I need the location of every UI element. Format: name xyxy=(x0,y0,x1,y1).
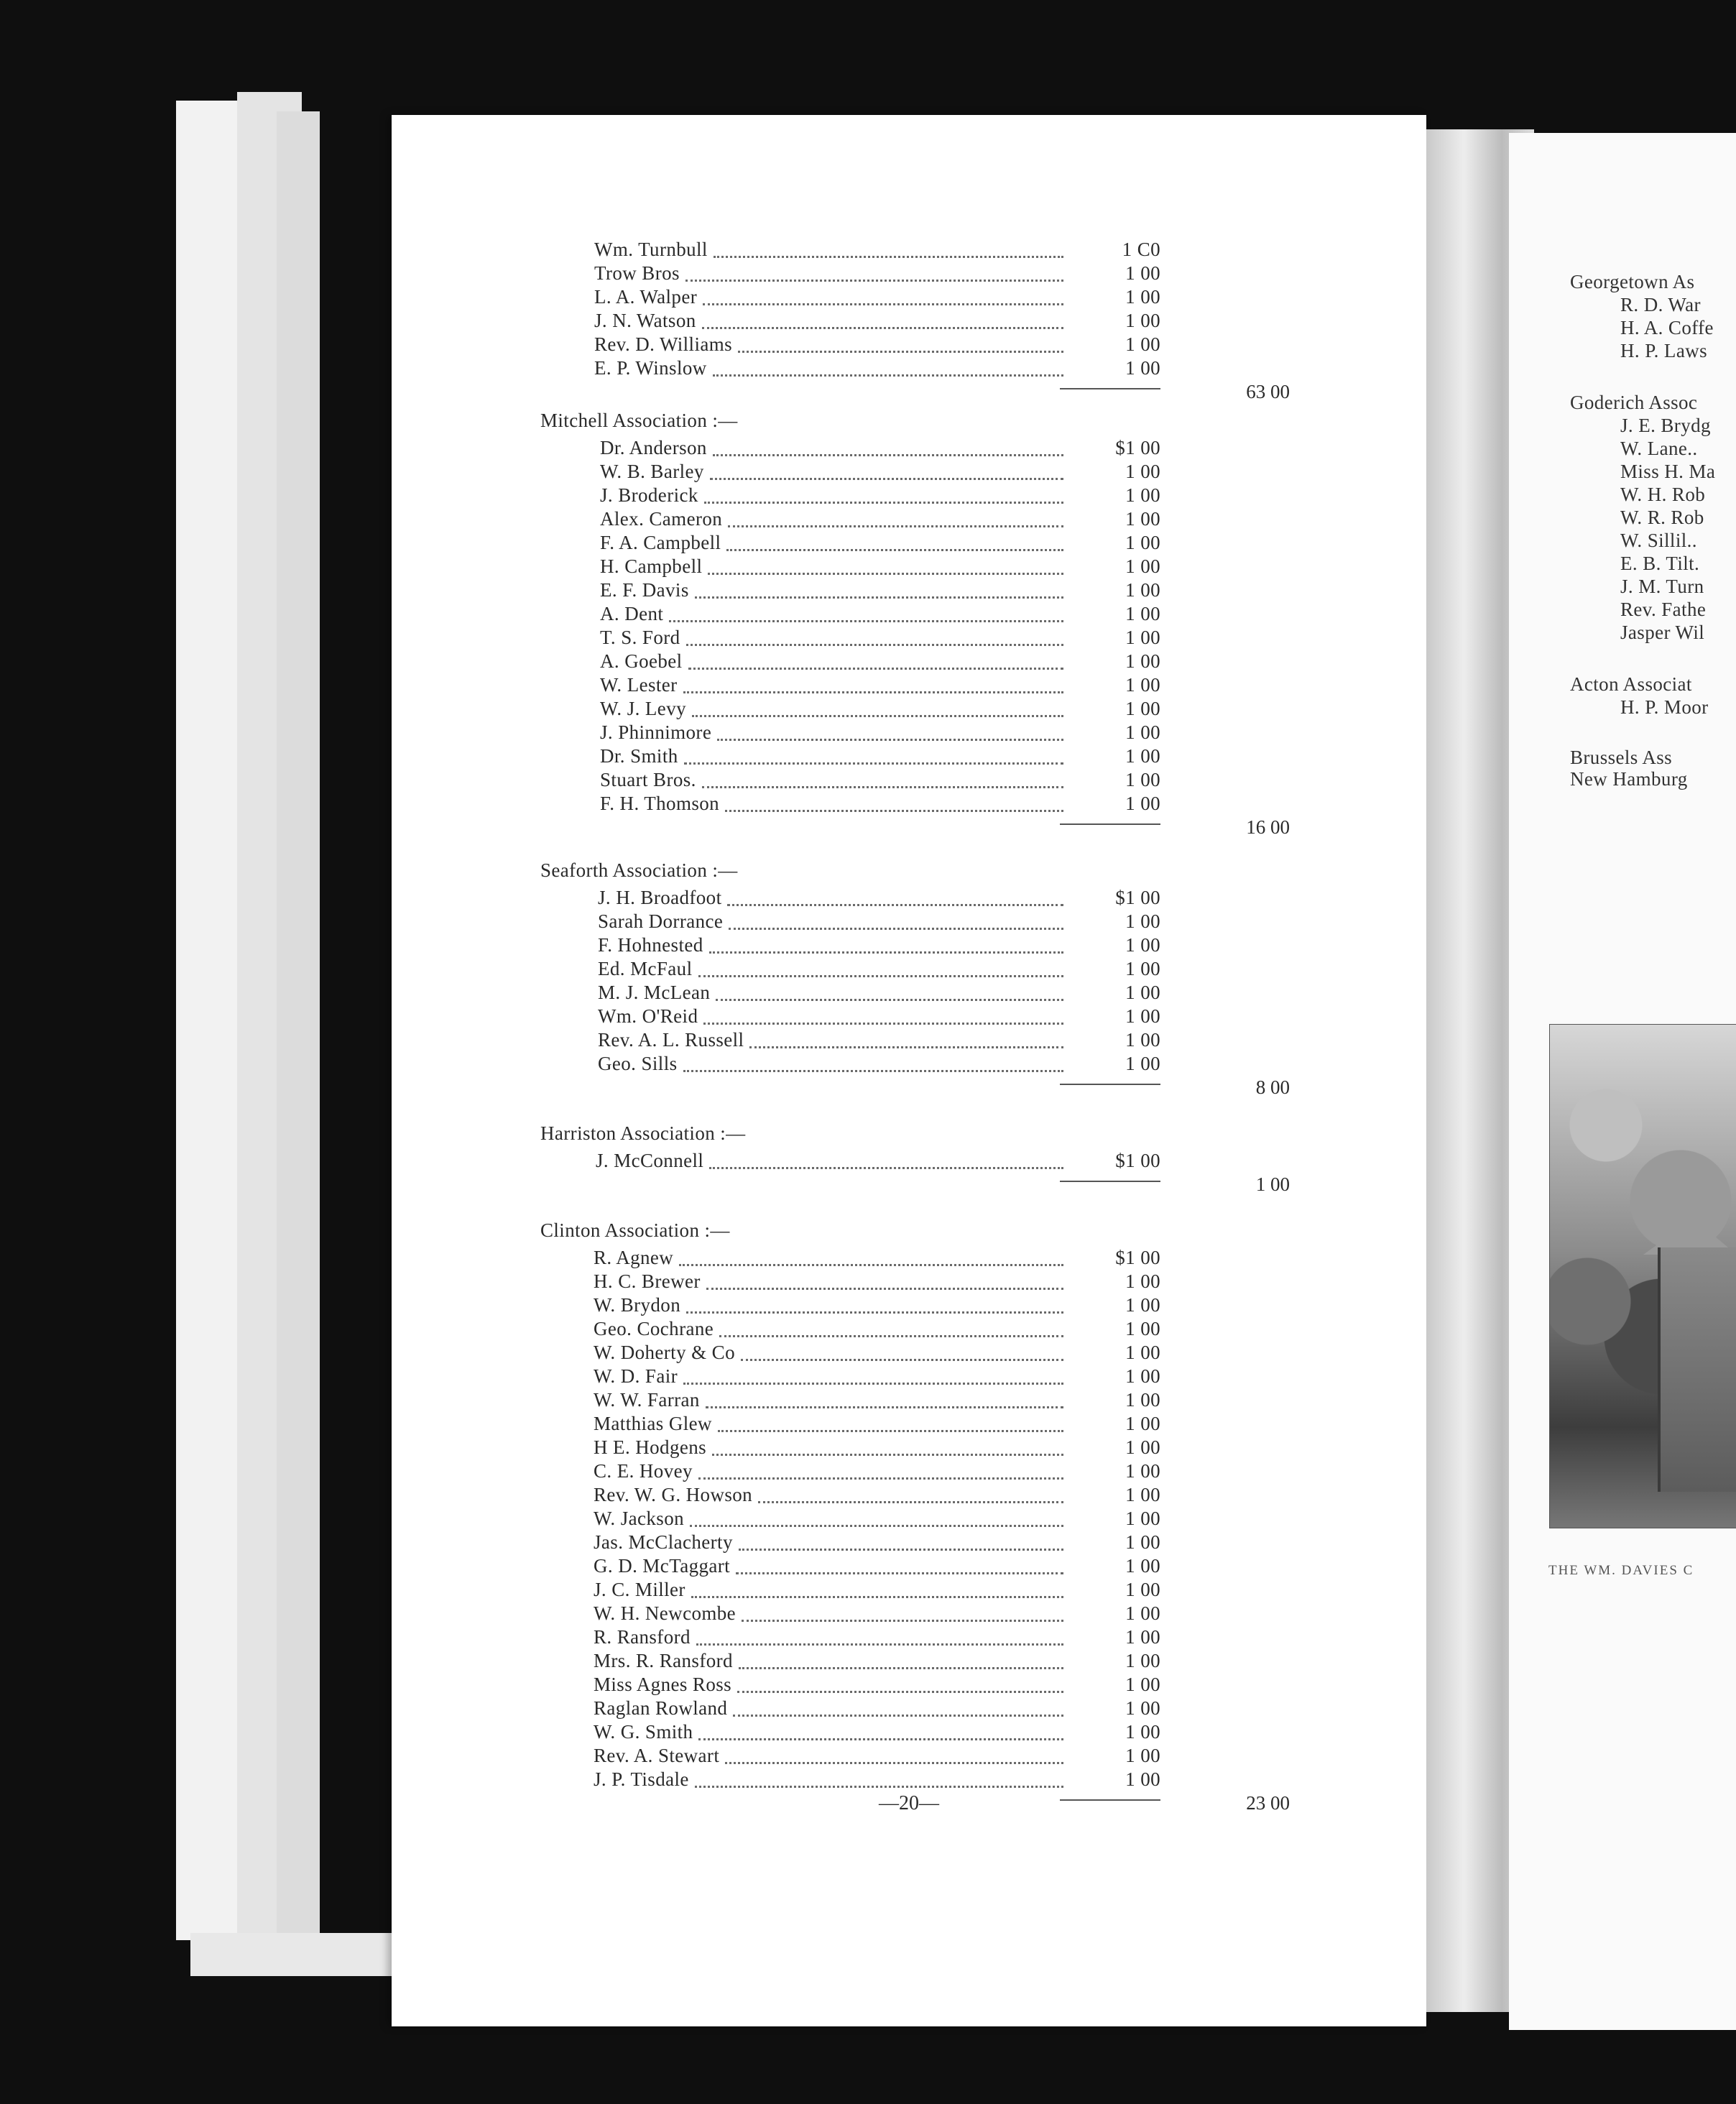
donor-name: W. J. Levy xyxy=(600,698,686,719)
dot-leader xyxy=(679,1264,1063,1266)
dot-leader xyxy=(669,620,1063,622)
association-total: 16 00 xyxy=(1246,816,1290,838)
donor-name: Matthias Glew xyxy=(594,1413,712,1434)
list-item xyxy=(392,1601,1426,1625)
association-heading: Mitchell Association :— xyxy=(540,410,738,431)
list-item xyxy=(392,1648,1426,1673)
donor-name: G. D. McTaggart xyxy=(594,1555,731,1577)
donation-amount: 1 00 xyxy=(1125,286,1160,308)
dot-leader xyxy=(718,1430,1063,1432)
donor-name: Ed. McFaul xyxy=(598,958,693,979)
dot-leader xyxy=(696,1643,1063,1646)
list-item xyxy=(392,459,1426,484)
dot-leader xyxy=(714,256,1063,258)
donor-name: J. E. Brydg xyxy=(1620,415,1711,436)
list-item xyxy=(392,1767,1426,1791)
list-item xyxy=(392,1720,1426,1744)
photo-house xyxy=(1658,1247,1736,1492)
section-heading xyxy=(392,858,1426,882)
dot-leader xyxy=(758,1501,1063,1503)
list-item xyxy=(392,285,1426,309)
donor-name: J. P. Tisdale xyxy=(594,1768,689,1790)
donation-amount: 1 00 xyxy=(1125,958,1160,979)
dot-leader xyxy=(726,549,1063,551)
donation-amount: 1 00 xyxy=(1125,769,1160,790)
donation-amount: 1 00 xyxy=(1125,1318,1160,1339)
donor-name: H E. Hodgens xyxy=(594,1436,707,1458)
list-item xyxy=(392,625,1426,650)
donation-amount: 1 00 xyxy=(1125,674,1160,696)
association-total: 1 00 xyxy=(1255,1173,1290,1195)
dot-leader xyxy=(739,1667,1063,1669)
dot-leader xyxy=(737,1691,1063,1693)
donor-name: W. R. Rob xyxy=(1620,507,1704,528)
donation-amount: 1 00 xyxy=(1125,1365,1160,1387)
list-item xyxy=(392,507,1426,531)
donation-amount: 1 00 xyxy=(1125,579,1160,601)
donation-amount: 1 00 xyxy=(1125,1460,1160,1482)
subtotal-rule xyxy=(1060,388,1160,389)
donation-amount: 1 C0 xyxy=(1122,239,1160,260)
donor-name: H. A. Coffe xyxy=(1620,317,1714,338)
donor-name: Wm. O'Reid xyxy=(598,1005,698,1027)
list-item xyxy=(392,767,1426,792)
dot-leader xyxy=(725,1762,1063,1764)
dot-leader xyxy=(683,1383,1063,1385)
donation-amount: 1 00 xyxy=(1125,1674,1160,1695)
dot-leader xyxy=(702,327,1063,329)
dot-leader xyxy=(717,739,1063,741)
donor-name: W. Jackson xyxy=(594,1508,684,1529)
dot-leader xyxy=(725,810,1063,812)
dot-leader xyxy=(690,1525,1063,1527)
donor-name: W. H. Rob xyxy=(1620,484,1706,505)
donation-amount: 1 00 xyxy=(1125,1342,1160,1363)
donor-name: Raglan Rowland xyxy=(594,1697,728,1719)
list-item xyxy=(392,673,1426,697)
donation-amount: 1 00 xyxy=(1125,532,1160,553)
list-item xyxy=(392,1051,1426,1076)
association-heading: Harriston Association :— xyxy=(540,1122,746,1144)
list-item xyxy=(392,332,1426,356)
donation-amount: 1 00 xyxy=(1125,555,1160,577)
donor-name: R. D. War xyxy=(1620,294,1701,315)
donor-name: Miss H. Ma xyxy=(1620,461,1716,482)
subtotal-rule xyxy=(1060,1181,1160,1182)
donor-name: Sarah Dorrance xyxy=(598,910,724,932)
dot-leader xyxy=(703,303,1063,305)
dot-leader xyxy=(741,1359,1063,1361)
dot-leader xyxy=(683,691,1063,693)
donation-amount: 1 00 xyxy=(1125,934,1160,956)
dot-leader xyxy=(736,1572,1063,1574)
donation-amount: 1 00 xyxy=(1125,698,1160,719)
donation-amount: $1 00 xyxy=(1115,887,1160,908)
donation-amount: 1 00 xyxy=(1125,1053,1160,1074)
donor-name: W. B. Barley xyxy=(600,461,704,482)
list-item xyxy=(392,1269,1426,1293)
donor-name: Trow Bros xyxy=(594,262,680,284)
dot-leader xyxy=(713,374,1063,377)
donor-name: Rev. W. G. Howson xyxy=(594,1484,753,1505)
dot-leader xyxy=(691,1596,1063,1598)
dot-leader xyxy=(703,1023,1063,1025)
donor-name: Jasper Wil xyxy=(1620,622,1705,643)
donor-name: R. Agnew xyxy=(594,1247,674,1268)
list-item xyxy=(392,933,1426,957)
association-heading: New Hamburg xyxy=(1570,768,1688,790)
donor-name: A. Dent xyxy=(600,603,664,624)
association-heading: Seaforth Association :— xyxy=(540,859,738,881)
list-item xyxy=(392,1577,1426,1602)
donor-name: J. C. Miller xyxy=(594,1579,685,1600)
list-item xyxy=(392,237,1426,262)
donation-amount: 1 00 xyxy=(1125,603,1160,624)
donation-amount: 1 00 xyxy=(1125,1294,1160,1316)
donation-amount: 1 00 xyxy=(1125,1650,1160,1671)
dot-leader xyxy=(712,1454,1063,1456)
list-item xyxy=(392,578,1426,602)
dot-leader xyxy=(685,280,1063,282)
donor-name: H. P. Laws xyxy=(1620,340,1708,361)
donor-name: H. C. Brewer xyxy=(594,1270,701,1292)
donation-amount: 1 00 xyxy=(1125,793,1160,814)
list-item xyxy=(392,1435,1426,1459)
donation-amount: 1 00 xyxy=(1125,357,1160,379)
donor-name: W. Lester xyxy=(600,674,678,696)
dot-leader xyxy=(686,1311,1063,1314)
donation-amount: 1 00 xyxy=(1125,1626,1160,1648)
section-heading xyxy=(392,1121,1426,1145)
dot-leader xyxy=(733,1715,1063,1717)
list-item xyxy=(392,1625,1426,1649)
subtotal-rule xyxy=(1060,1084,1160,1085)
donor-name: Jas. McClacherty xyxy=(594,1531,733,1553)
right-page xyxy=(1509,133,1736,2030)
donor-name: Rev. A. L. Russell xyxy=(598,1029,744,1051)
donation-amount: 1 00 xyxy=(1125,650,1160,672)
list-item xyxy=(392,744,1426,768)
list-item xyxy=(392,483,1426,507)
donor-name: L. A. Walper xyxy=(594,286,698,308)
donor-name: Geo. Cochrane xyxy=(594,1318,714,1339)
donor-name: Dr. Smith xyxy=(600,745,678,767)
list-item xyxy=(392,649,1426,673)
association-heading: Goderich Assoc xyxy=(1570,392,1698,413)
donation-amount: 1 00 xyxy=(1125,333,1160,355)
list-item xyxy=(392,1696,1426,1720)
donation-amount: $1 00 xyxy=(1115,437,1160,458)
dot-leader xyxy=(709,1167,1063,1169)
donor-name: J. N. Watson xyxy=(594,310,696,331)
list-item xyxy=(392,1364,1426,1388)
donor-name: E. B. Tilt. xyxy=(1620,553,1700,574)
association-heading: Brussels Ass xyxy=(1570,747,1673,768)
donor-name: Dr. Anderson xyxy=(600,437,707,458)
donor-name: Miss Agnes Ross xyxy=(594,1674,732,1695)
dot-leader xyxy=(727,904,1063,906)
dot-leader xyxy=(683,1070,1063,1072)
list-item xyxy=(392,696,1426,721)
dot-leader xyxy=(716,999,1063,1001)
dot-leader xyxy=(719,1335,1063,1337)
donor-name: J. Phinnimore xyxy=(600,721,712,743)
dot-leader xyxy=(706,1288,1063,1290)
dot-leader xyxy=(704,502,1063,504)
donation-amount: 1 00 xyxy=(1125,1697,1160,1719)
dot-leader xyxy=(728,525,1063,527)
donation-amount: 1 00 xyxy=(1125,310,1160,331)
donor-name: W. Lane.. xyxy=(1620,438,1698,459)
donor-name: H. Campbell xyxy=(600,555,703,577)
list-item xyxy=(392,356,1426,380)
donation-amount: 1 00 xyxy=(1125,1508,1160,1529)
dot-leader xyxy=(695,1786,1063,1788)
donor-name: J. McConnell xyxy=(596,1150,704,1171)
photo-caption: THE WM. DAVIES C xyxy=(1548,1563,1694,1578)
page-number: —20— xyxy=(879,1792,939,1814)
list-item xyxy=(392,956,1426,981)
donation-amount: 1 00 xyxy=(1125,1389,1160,1411)
donation-amount: 1 00 xyxy=(1125,1484,1160,1505)
list-item xyxy=(392,601,1426,626)
list-item xyxy=(392,554,1426,578)
dot-leader xyxy=(709,951,1063,954)
association-heading: Clinton Association :— xyxy=(540,1219,730,1241)
donation-amount: 1 00 xyxy=(1125,1602,1160,1624)
donation-amount: 1 00 xyxy=(1125,484,1160,506)
donor-name: E. P. Winslow xyxy=(594,357,707,379)
donation-amount: 1 00 xyxy=(1125,982,1160,1003)
donor-name: J. M. Turn xyxy=(1620,576,1704,597)
donor-name: Rev. A. Stewart xyxy=(594,1745,720,1766)
donor-name: F. Hohnested xyxy=(598,934,703,956)
dot-leader xyxy=(702,786,1063,788)
donor-name: W. Brydon xyxy=(594,1294,681,1316)
donor-name: H. P. Moor xyxy=(1620,696,1709,718)
list-item xyxy=(392,1245,1426,1270)
list-item xyxy=(392,980,1426,1005)
donation-amount: 1 00 xyxy=(1125,1270,1160,1292)
donation-amount: 1 00 xyxy=(1125,1005,1160,1027)
list-item xyxy=(392,1388,1426,1412)
list-item xyxy=(392,308,1426,333)
dot-leader xyxy=(713,454,1063,456)
donation-amount: 1 00 xyxy=(1125,1531,1160,1553)
list-item xyxy=(392,909,1426,933)
list-item xyxy=(392,261,1426,285)
donor-name: F. A. Campbell xyxy=(600,532,721,553)
donor-name: Rev. Fathe xyxy=(1620,599,1707,620)
donation-amount: 1 00 xyxy=(1125,1579,1160,1600)
subtotal-rule xyxy=(1060,823,1160,825)
dot-leader xyxy=(742,1620,1063,1622)
donation-amount: 1 00 xyxy=(1125,1029,1160,1051)
donation-amount: 1 00 xyxy=(1125,627,1160,648)
donor-name: J. H. Broadfoot xyxy=(598,887,722,908)
dot-leader xyxy=(729,928,1063,930)
list-item xyxy=(392,1004,1426,1028)
list-item xyxy=(392,1411,1426,1436)
list-item xyxy=(392,435,1426,460)
dot-leader xyxy=(695,596,1063,599)
list-item xyxy=(392,791,1426,816)
dot-leader xyxy=(739,1549,1063,1551)
building-photograph xyxy=(1549,1024,1736,1528)
donor-name: Rev. D. Williams xyxy=(594,333,733,355)
dot-leader xyxy=(738,351,1063,353)
list-item xyxy=(392,1148,1426,1173)
donation-amount: 1 00 xyxy=(1125,1413,1160,1434)
section-heading xyxy=(392,1218,1426,1242)
list-item xyxy=(392,1316,1426,1341)
association-total: 8 00 xyxy=(1255,1076,1290,1098)
donation-amount: 1 00 xyxy=(1125,461,1160,482)
donation-amount: 1 00 xyxy=(1125,508,1160,530)
donor-name: Wm. Turnbull xyxy=(594,239,708,260)
donor-name: Stuart Bros. xyxy=(600,769,696,790)
dot-leader xyxy=(749,1046,1063,1048)
association-heading: Georgetown As xyxy=(1570,271,1695,292)
donor-name: F. H. Thomson xyxy=(600,793,720,814)
list-item xyxy=(392,1672,1426,1697)
page-stack-edge xyxy=(277,111,320,1958)
donation-amount: 1 00 xyxy=(1125,1436,1160,1458)
donor-name: Geo. Sills xyxy=(598,1053,678,1074)
donation-amount: 1 00 xyxy=(1125,262,1160,284)
donor-name: T. S. Ford xyxy=(600,627,680,648)
donor-name: C. E. Hovey xyxy=(594,1460,693,1482)
donor-name: J. Broderick xyxy=(600,484,698,506)
list-item xyxy=(392,1028,1426,1052)
donor-name: W. H. Newcombe xyxy=(594,1602,737,1624)
section-heading xyxy=(392,408,1426,433)
donor-name: E. F. Davis xyxy=(600,579,689,601)
donor-name: A. Goebel xyxy=(600,650,683,672)
association-total: 63 00 xyxy=(1246,381,1290,402)
dot-leader xyxy=(698,1477,1063,1480)
list-item xyxy=(392,885,1426,910)
donor-name: M. J. McLean xyxy=(598,982,711,1003)
donation-amount: 1 00 xyxy=(1125,1721,1160,1743)
list-item xyxy=(392,1293,1426,1317)
dot-leader xyxy=(710,478,1063,480)
list-item xyxy=(392,1530,1426,1554)
list-item xyxy=(392,1340,1426,1365)
donation-amount: 1 00 xyxy=(1125,910,1160,932)
list-item xyxy=(392,530,1426,555)
dot-leader xyxy=(686,644,1063,646)
page-stack-base xyxy=(190,1933,406,1976)
donation-amount: $1 00 xyxy=(1115,1247,1160,1268)
left-page xyxy=(392,115,1426,2026)
dot-leader xyxy=(684,762,1063,765)
donor-name: W. W. Farran xyxy=(594,1389,700,1411)
donation-amount: $1 00 xyxy=(1115,1150,1160,1171)
list-item xyxy=(392,1459,1426,1483)
list-item xyxy=(392,720,1426,744)
association-heading: Acton Associat xyxy=(1570,673,1692,695)
donation-amount: 1 00 xyxy=(1125,721,1160,743)
list-item xyxy=(392,1554,1426,1578)
donor-name: Alex. Cameron xyxy=(600,508,723,530)
dot-leader xyxy=(708,573,1063,575)
donor-name: R. Ransford xyxy=(594,1626,691,1648)
donor-name: W. G. Smith xyxy=(594,1721,693,1743)
donation-amount: 1 00 xyxy=(1125,745,1160,767)
donation-amount: 1 00 xyxy=(1125,1745,1160,1766)
dot-leader xyxy=(698,975,1063,977)
donor-name: W. D. Fair xyxy=(594,1365,678,1387)
donor-name: Mrs. R. Ransford xyxy=(594,1650,733,1671)
list-item xyxy=(392,1743,1426,1768)
donation-amount: 1 00 xyxy=(1125,1555,1160,1577)
donor-name: W. Doherty & Co xyxy=(594,1342,735,1363)
association-total: 23 00 xyxy=(1246,1792,1290,1814)
list-item xyxy=(392,1506,1426,1531)
dot-leader xyxy=(706,1406,1063,1408)
dot-leader xyxy=(698,1738,1063,1740)
donor-name: W. Sillil.. xyxy=(1620,530,1697,551)
dot-leader xyxy=(688,668,1063,670)
list-item xyxy=(392,1482,1426,1507)
dot-leader xyxy=(692,715,1063,717)
donation-amount: 1 00 xyxy=(1125,1768,1160,1790)
